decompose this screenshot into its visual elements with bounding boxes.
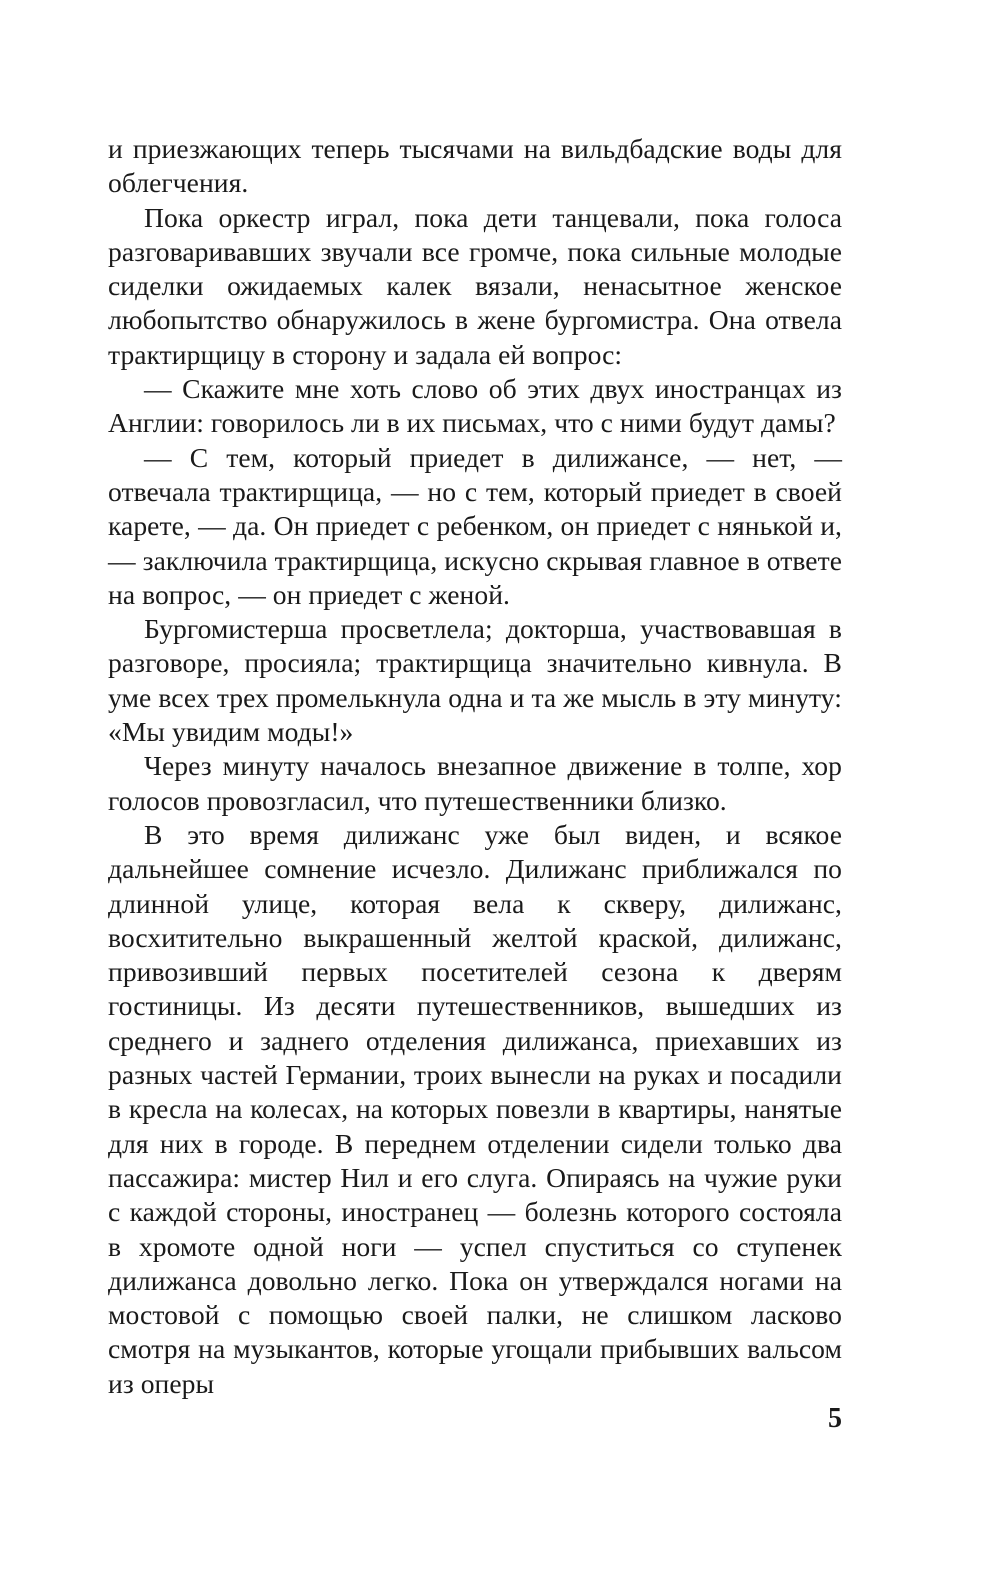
- paragraph-4: — С тем, который приедет в дилижансе, — нет, — отвечала трактирщица, — но с тем, который приедет в своей карете, — да. Он приедет с ребенком, он приедет с нянькой и, — заключила трактирщица, искусно скрывая главное в ответе на вопрос, — он приедет с женой.: [108, 441, 842, 610]
- page-number: 5: [828, 1403, 842, 1434]
- page-body: [108, 132, 842, 1401]
- paragraph-2: Пока оркестр играл, пока дети танцевали, пока голоса разговаривавших звучали все громче, пока сильные молодые сиделки ожидаемых калек вязали, ненасытное женское любопытство обнаружилось в жене бургомистра. Она отвела трактирщицу в сторону и задала ей вопрос:: [108, 201, 842, 370]
- paragraph-7: В это время дилижанс уже был виден, и всякое дальнейшее сомнение исчезло. Дилижанс приближался по длинной улице, которая вела к скверу, дилижанс, восхитительно выкрашенный желтой краской, дилижанс, привозивший первых посетителей сезона к дверям гостиницы. Из десяти путешественников, вышедших из среднего и заднего отделения дилижанса, приехавших из разных частей Германии, троих вынесли на руках и посадили в кресла на колесах, на которых повезли в квартиры, нанятые для них в городе. В переднем отделении сидели только два пассажира: мистер Нил и его слуга. Опираясь на чужие руки с каждой стороны, иностранец — болезнь которого состояла в хромоте одной ноги — успел спуститься со ступенек дилижанса довольно легко. Пока он утверждался ногами на мостовой с помощью своей палки, не слишком ласково смотря на музыкантов, которые угощали прибывших вальсом из оперы: [108, 818, 842, 1399]
- paragraph-6: Через минуту началось внезапное движение в толпе, хор голосов провозгласил, что путешественники близко.: [108, 750, 842, 816]
- paragraph-1: и приезжающих теперь тысячами на вильдбадские воды для облегчения.: [108, 133, 842, 199]
- paragraph-3: — Скажите мне хоть слово об этих двух иностранцах из Англии: говорилось ли в их письмах, что с ними будут дамы?: [108, 373, 842, 439]
- paragraph-5: Бургомистерша просветлела; докторша, участвовавшая в разговоре, просияла; трактирщица значительно кивнула. В уме всех трех промелькнула одна и та же мысль в эту минуту: «Мы увидим моды!»: [108, 613, 842, 748]
